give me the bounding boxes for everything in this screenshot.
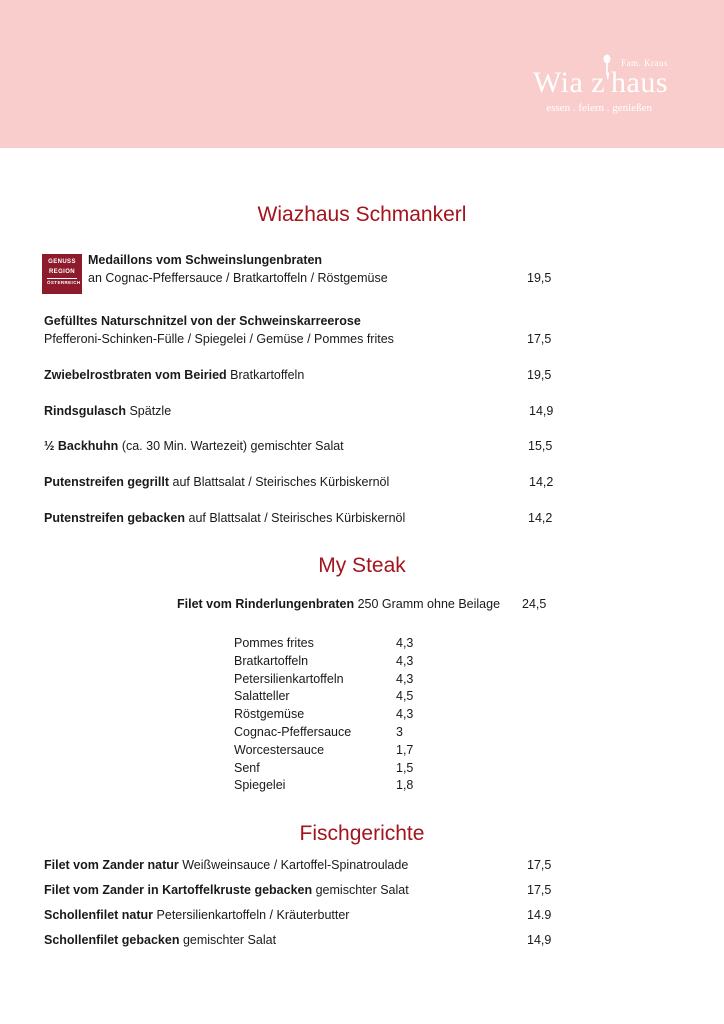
side-price: 1,8 xyxy=(396,778,414,793)
menu-item xyxy=(177,597,517,611)
side-name: Petersilienkartoffeln xyxy=(234,671,344,686)
item-name: ½ Backhuhn xyxy=(44,439,119,453)
section-title-fisch: Fischgerichte xyxy=(299,822,425,845)
item-name: Medaillons vom Schweinslungenbraten xyxy=(88,253,323,267)
item-name: Schollenfilet natur xyxy=(44,908,154,922)
item-desc: gemischter Salat xyxy=(315,883,409,897)
list-item xyxy=(234,725,424,743)
item-name: Filet vom Zander natur xyxy=(44,858,179,872)
genuss-region-badge xyxy=(42,254,82,294)
list-item xyxy=(234,743,424,761)
section-title-schmankerl: Wiazhaus Schmankerl xyxy=(257,203,467,226)
side-price: 4,5 xyxy=(396,689,414,704)
item-price: 14.9 xyxy=(527,908,552,922)
item-desc: Weißweinsauce / Kartoffel-Spinatroulade xyxy=(182,858,409,872)
menu-item-desc xyxy=(44,332,564,346)
badge-line: GENUSS xyxy=(48,259,76,265)
menu-item xyxy=(44,883,564,897)
item-desc: Pfefferoni-Schinken-Fülle / Spiegelei / Gemüse / Pommes frites xyxy=(44,332,394,346)
list-item xyxy=(234,654,424,672)
side-name: Pommes frites xyxy=(234,636,314,650)
logo-tagline: essen . feiern . genießen xyxy=(546,102,652,114)
item-name: Putenstreifen gebacken xyxy=(44,511,186,525)
menu-item xyxy=(88,253,608,267)
list-item xyxy=(234,778,424,796)
list-item xyxy=(234,636,424,654)
menu-item xyxy=(44,368,564,382)
item-price: 17,5 xyxy=(527,858,552,872)
side-name: Senf xyxy=(234,760,260,775)
side-name: Bratkartoffeln xyxy=(234,653,309,668)
item-name: Schollenfilet gebacken xyxy=(44,933,180,947)
section-title-steak: My Steak xyxy=(318,554,406,577)
menu-item xyxy=(44,858,564,872)
item-name: Zwiebelrostbraten vom Beiried xyxy=(44,368,227,382)
item-price: 14,2 xyxy=(528,511,553,525)
menu-item xyxy=(44,439,564,453)
item-price: 17,5 xyxy=(527,332,552,346)
list-item xyxy=(234,707,424,725)
side-name: Röstgemüse xyxy=(234,707,305,722)
header-banner xyxy=(0,0,724,148)
item-price: 15,5 xyxy=(528,439,553,453)
list-item xyxy=(234,689,424,707)
menu-item xyxy=(44,933,564,947)
side-price: 3 xyxy=(396,724,403,739)
menu-item xyxy=(44,511,564,525)
item-price: 19,5 xyxy=(527,271,552,285)
item-name: Rindsgulasch xyxy=(44,404,126,418)
side-price: 4,3 xyxy=(396,653,414,668)
item-desc: auf Blattsalat / Steirisches Kürbiskernöl xyxy=(172,475,390,489)
item-name: Filet vom Zander in Kartoffelkruste gebacken xyxy=(44,883,313,897)
side-name: Spiegelei xyxy=(234,778,286,793)
menu-item xyxy=(44,475,564,489)
list-item xyxy=(234,761,424,779)
item-price: 24,5 xyxy=(522,597,547,611)
item-desc: Petersilienkartoffeln / Kräuterbutter xyxy=(156,908,350,922)
item-desc: (ca. 30 Min. Wartezeit) gemischter Salat xyxy=(121,439,344,453)
logo-family: Fam. Kraus xyxy=(621,58,668,68)
item-name: Gefülltes Naturschnitzel von der Schweinskarreerose xyxy=(44,314,361,328)
item-desc: Bratkartoffeln xyxy=(230,368,305,382)
item-price: 14,9 xyxy=(527,933,552,947)
side-price: 4,3 xyxy=(396,636,414,650)
menu-item xyxy=(44,314,564,328)
menu-item xyxy=(44,908,564,922)
side-name: Worcestersauce xyxy=(234,742,325,757)
item-price: 14,2 xyxy=(529,475,554,489)
side-name: Salatteller xyxy=(234,689,290,704)
side-price: 1,7 xyxy=(396,742,414,757)
item-desc: gemischter Salat xyxy=(182,933,277,947)
item-desc: Spätzle xyxy=(129,404,172,418)
item-price: 19,5 xyxy=(527,368,552,382)
side-name: Cognac-Pfeffersauce xyxy=(234,724,352,739)
item-price: 14,9 xyxy=(529,404,554,418)
item-price: 17,5 xyxy=(527,883,552,897)
item-desc: auf Blattsalat / Steirisches Kürbiskernöl xyxy=(188,511,406,525)
side-price: 1,5 xyxy=(396,760,414,775)
logo-name: Wia z'haus xyxy=(533,66,668,99)
side-price: 4,3 xyxy=(396,671,414,686)
item-desc: 250 Gramm ohne Beilage xyxy=(357,597,501,611)
list-item xyxy=(234,672,424,690)
logo xyxy=(498,52,668,122)
item-name: Filet vom Rinderlungenbraten xyxy=(177,597,355,611)
item-desc: an Cognac-Pfeffersauce / Bratkartoffeln / Röstgemüse xyxy=(88,271,388,285)
badge-line: REGION xyxy=(48,269,76,275)
item-name: Putenstreifen gegrillt xyxy=(44,475,170,489)
side-price: 4,3 xyxy=(396,707,414,722)
menu-item xyxy=(44,404,564,418)
badge-line: ÖSTERREICH xyxy=(47,280,81,285)
side-dish-list xyxy=(234,636,424,796)
